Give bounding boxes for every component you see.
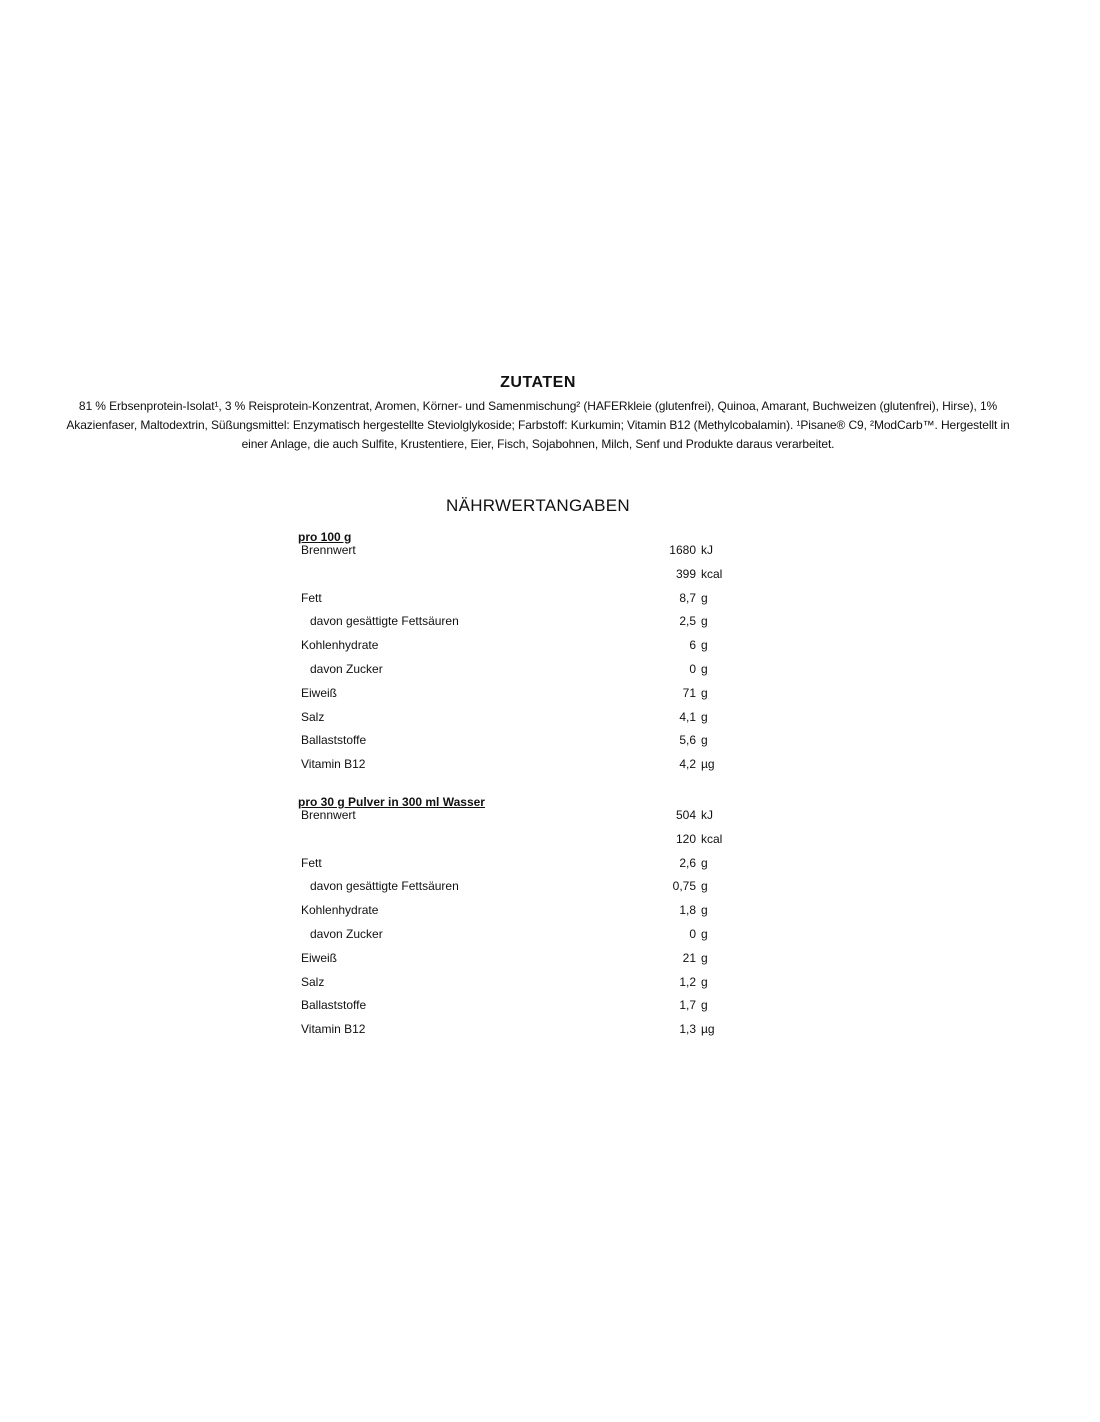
nutrition-row [298,856,738,880]
nutrient-label: Ballaststoffe [301,998,367,1013]
nutrition-row [298,543,738,567]
nutrient-label: davon gesättigte Fettsäuren [310,614,459,629]
nutrient-unit: g [701,998,708,1013]
nutrient-unit: g [701,950,708,965]
nutrient-unit: g [701,590,708,605]
nutrition-row [298,638,738,662]
nutrition-rows [298,543,738,781]
nutrition-row [298,927,738,951]
nutrient-value: 2,6 [679,855,696,870]
nutrient-unit: kcal [701,566,723,581]
nutrient-value: 1,8 [679,903,696,918]
ingredients-title: ZUTATEN [500,374,576,391]
nutrient-unit: g [701,926,708,941]
nutrition-row [298,998,738,1022]
nutrient-value: 399 [675,566,696,581]
nutrient-label: davon gesättigte Fettsäuren [310,879,459,894]
nutrient-value: 21 [682,950,696,965]
nutrition-row [298,975,738,999]
nutrient-unit: g [701,855,708,870]
nutrition-row [298,710,738,734]
nutrient-label: Eiweiß [301,950,338,965]
nutrient-value: 504 [675,808,696,822]
nutrient-value: 1,3 [679,1022,696,1037]
nutrient-value: 1,7 [679,998,696,1013]
nutrition-title: NÄHRWERTANGABEN [446,496,630,515]
nutrition-row [298,733,738,757]
nutrient-value: 1,2 [679,974,696,989]
nutrient-value: 8,7 [679,590,696,605]
nutrient-label: Fett [301,855,322,870]
nutrient-label: Kohlenhydrate [301,903,379,918]
nutrient-value: 1680 [669,543,696,557]
nutrient-label: Salz [301,709,325,724]
nutrient-value: 0,75 [672,879,696,894]
nutrition-row [298,757,738,781]
nutrient-unit: g [701,614,708,629]
nutrient-value: 4,1 [679,709,696,724]
nutrient-label: Salz [301,974,325,989]
nutrition-row [298,686,738,710]
nutrition-row [298,903,738,927]
nutrient-label: Brennwert [301,543,356,557]
nutrient-unit: g [701,733,708,748]
nutrient-unit: g [701,879,708,894]
nutrient-unit: g [701,709,708,724]
nutrient-value: 2,5 [679,614,696,629]
nutrition-row [298,591,738,615]
nutrition-rows [298,808,738,1046]
nutrient-label: Ballaststoffe [301,733,367,748]
nutrient-unit: g [701,974,708,989]
nutrient-value: 120 [675,831,696,846]
nutrition-row [298,951,738,975]
nutrition-section-per-100g [298,530,738,781]
nutrient-unit: kJ [701,543,713,557]
nutrient-unit: kJ [701,808,713,822]
nutrition-row [298,1022,738,1046]
nutrient-value: 5,6 [679,733,696,748]
nutrient-label: Kohlenhydrate [301,638,379,653]
nutrient-label: Eiweiß [301,685,338,700]
nutrient-label: davon Zucker [310,661,383,676]
nutrient-unit: µg [701,757,715,772]
nutrient-unit: µg [701,1022,715,1037]
section-heading-per-30g: pro 30 g Pulver in 300 ml Wasser [298,795,485,809]
nutrient-value: 0 [689,926,696,941]
nutrition-row [298,808,738,832]
ingredients-text: 81 % Erbsenprotein-Isolat¹, 3 % Reisprotein-Konzentrat, Aromen, Körner- und Samenmischung² (HAFERkleie (glutenfrei), Quinoa, Amarant, Buchweizen (glutenfrei), Hirse), 1% Akazienfaser, Maltodextrin, Süßungsmittel: Enzymatisch hergestellte Steviolglykoside; Farbstoff: Kurkumin; Vitamin B12 (Methylcobalamin). ¹Pisane® C9, ²ModCarb™. Hergestellt in einer Anlage, die auch Sulfite, Krustentiere, Eier, Fisch, Sojabohnen, Milch, Senf und Produkte daraus verarbeitet. [66,399,1010,451]
nutrition-row [298,662,738,686]
nutrient-label: Vitamin B12 [301,757,366,772]
nutrient-label: davon Zucker [310,926,383,941]
nutrition-row [298,567,738,591]
nutrient-unit: kcal [701,831,723,846]
nutrition-row [298,879,738,903]
nutrition-row [298,614,738,638]
nutrient-unit: g [701,685,708,700]
nutrient-value: 0 [689,661,696,676]
nutrient-label: Fett [301,590,322,605]
nutrient-value: 4,2 [679,757,696,772]
section-heading-per-100g: pro 100 g [298,530,352,544]
nutrient-value: 71 [682,685,696,700]
nutrient-label: Vitamin B12 [301,1022,366,1037]
nutrition-section-per-30g [298,795,738,1046]
nutrient-unit: g [701,661,708,676]
nutrition-row [298,832,738,856]
nutrient-value: 6 [689,638,696,653]
nutrient-label: Brennwert [301,808,356,822]
nutrient-unit: g [701,638,708,653]
nutrient-unit: g [701,903,708,918]
